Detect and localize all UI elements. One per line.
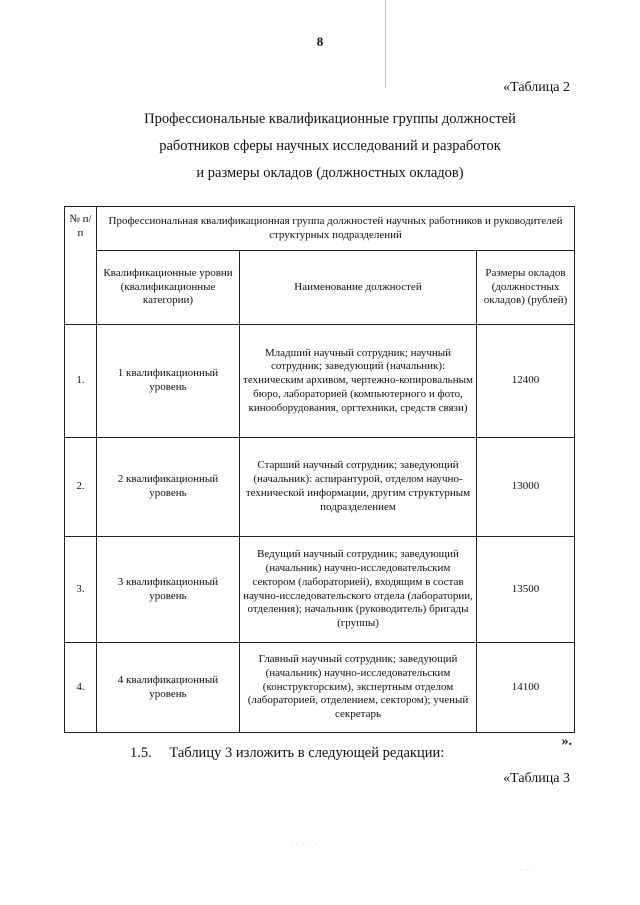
table-header-row bbox=[65, 207, 575, 251]
table-3-reference: «Таблица 3 bbox=[503, 771, 570, 786]
row-salary: 12400 bbox=[477, 325, 575, 438]
closing-quote: ». bbox=[561, 734, 572, 749]
header-levels: Квалификационные уровни (квалификационные категории) bbox=[97, 251, 240, 325]
header-group-title: Профессиональная квалификационная группа должностей научных работников и руководителей структурных подразделений bbox=[97, 207, 575, 251]
caption-line-1: Профессиональные квалификационные группы должностей bbox=[144, 111, 516, 127]
scan-noise: · · · · · bbox=[290, 840, 318, 848]
header-positions: Наименование должностей bbox=[240, 251, 477, 325]
instruction-number: 1.5. bbox=[130, 745, 152, 761]
row-positions: Главный научный сотрудник; заведующий (начальник) научно-исследовательским (конструкторским), экспертным отделом (лабораторией, отделением, сектором); ученый секретарь bbox=[240, 643, 477, 733]
table-row bbox=[65, 438, 575, 537]
table-2-reference: «Таблица 2 bbox=[503, 80, 570, 95]
row-number: 1. bbox=[65, 325, 97, 438]
amendment-instruction bbox=[130, 745, 444, 762]
table-caption bbox=[60, 106, 600, 187]
instruction-text: Таблицу 3 изложить в следующей редакции: bbox=[169, 745, 445, 761]
table-row bbox=[65, 643, 575, 733]
page-number: 8 bbox=[316, 34, 324, 49]
row-number: 3. bbox=[65, 537, 97, 643]
caption-line-3: и размеры окладов (должностных окладов) bbox=[196, 165, 464, 181]
row-salary: 14100 bbox=[477, 643, 575, 733]
table-row bbox=[65, 537, 575, 643]
table-subheader-row bbox=[65, 251, 575, 325]
row-number: 4. bbox=[65, 643, 97, 733]
header-number: № п/п bbox=[65, 207, 97, 325]
row-number: 2. bbox=[65, 438, 97, 537]
row-level: 3 квалификационный уровень bbox=[97, 537, 240, 643]
caption-line-2: работников сферы научных исследований и разработок bbox=[159, 138, 501, 154]
header-salary: Размеры окладов (должностных окладов) (рублей) bbox=[477, 251, 575, 325]
row-salary: 13500 bbox=[477, 537, 575, 643]
row-level: 2 квалификационный уровень bbox=[97, 438, 240, 537]
row-positions: Младший научный сотрудник; научный сотрудник; заведующий (начальник): техническим архивом, чертежно-копировальным бюро, лабораторией (компьютерного и фото, кинооборудования, оргтехники, средств связи) bbox=[240, 325, 477, 438]
table-row bbox=[65, 325, 575, 438]
row-positions: Старший научный сотрудник; заведующий (начальник): аспирантурой, отделом научно-технической информации, другим структурным подразделением bbox=[240, 438, 477, 537]
row-level: 4 квалификационный уровень bbox=[97, 643, 240, 733]
salary-table bbox=[64, 206, 575, 733]
row-level: 1 квалификационный уровень bbox=[97, 325, 240, 438]
row-salary: 13000 bbox=[477, 438, 575, 537]
scan-noise: · · · bbox=[520, 866, 536, 874]
row-positions: Ведущий научный сотрудник; заведующий (начальник) научно-исследовательским сектором (лабораторией), входящим в состав научно-исследовательского отдела (лаборатории, отделения); начальник (руководитель) бригады (группы) bbox=[240, 537, 477, 643]
